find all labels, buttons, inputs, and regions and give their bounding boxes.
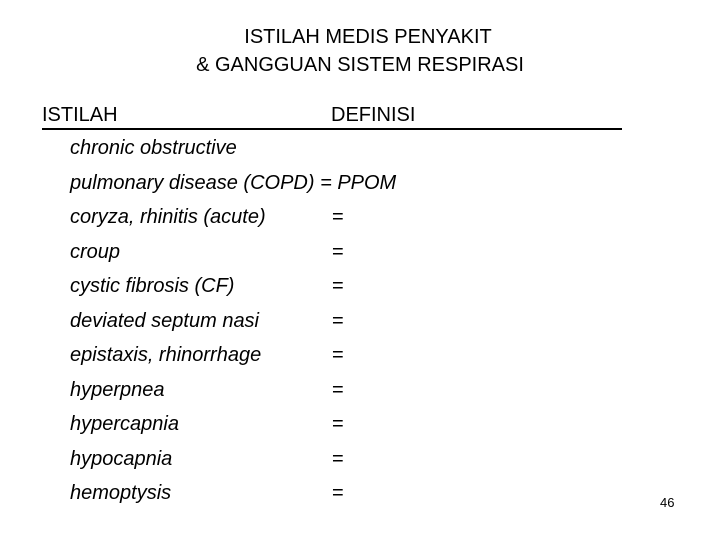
term-text: coryza, rhinitis (acute) [70, 206, 266, 228]
equals-sign: = [332, 240, 344, 263]
term-text: cystic fibrosis (CF) [70, 275, 235, 297]
term-row [70, 476, 630, 511]
term-row [70, 304, 630, 339]
term-row [70, 166, 630, 201]
term-text: hypocapnia [70, 447, 173, 470]
equals-sign: = [332, 378, 344, 401]
term-text: chronic obstructive [70, 137, 237, 159]
term-text: croup [70, 240, 121, 263]
table-header [42, 102, 622, 130]
equals-sign: = [332, 206, 344, 228]
term-list [70, 131, 630, 511]
term-text: deviated septum nasi [70, 309, 260, 332]
header-definition: DEFINISI [331, 104, 416, 126]
term-row [70, 442, 630, 477]
term-row [70, 200, 630, 235]
term-row [70, 373, 630, 408]
term-row [70, 407, 630, 442]
equals-sign: = [332, 275, 344, 297]
equals-sign: = [332, 309, 344, 332]
term-text: pulmonary disease (COPD) = PPOM [70, 171, 397, 194]
term-row [70, 235, 630, 270]
term-text: hypercapnia [70, 413, 179, 435]
equals-sign: = [332, 482, 344, 504]
term-row [70, 269, 630, 304]
term-text: hyperpnea [70, 378, 165, 401]
term-row [70, 338, 630, 373]
equals-sign: = [332, 344, 344, 366]
equals-sign: = [332, 447, 344, 470]
slide-title-line-2: & GANGGUAN SISTEM RESPIRASI [196, 54, 524, 76]
equals-sign: = [332, 413, 344, 435]
page-number: 46 [660, 495, 675, 510]
term-text: hemoptysis [70, 482, 172, 504]
term-text: epistaxis, rhinorrhage [70, 344, 262, 366]
slide-title-line-1: ISTILAH MEDIS PENYAKIT [244, 26, 492, 48]
term-row [70, 131, 630, 166]
header-term: ISTILAH [42, 104, 118, 126]
